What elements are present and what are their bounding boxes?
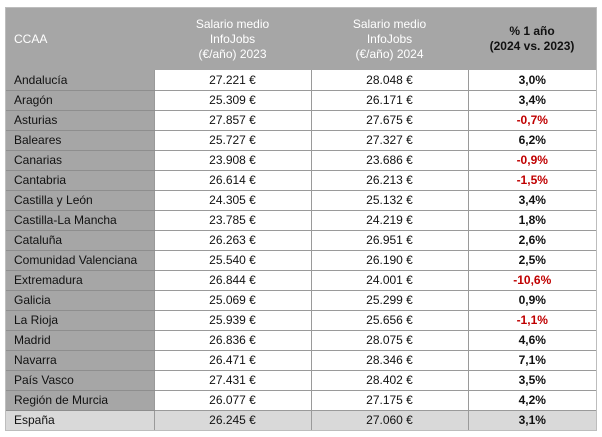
region-cell: Madrid <box>6 330 154 350</box>
total-row <box>6 410 596 430</box>
change-cell: 3,4% <box>468 90 596 110</box>
salary-2023-cell: 23.908 € <box>154 150 311 170</box>
table-row <box>6 190 596 210</box>
salary-2023-cell: 26.077 € <box>154 390 311 410</box>
region-cell: Asturias <box>6 110 154 130</box>
region-cell: Extremadura <box>6 270 154 290</box>
header-row <box>6 8 596 70</box>
salary-2024-cell: 26.213 € <box>311 170 468 190</box>
table-row <box>6 70 596 90</box>
table-row <box>6 330 596 350</box>
salary-2024-cell: 28.402 € <box>311 370 468 390</box>
header-region: CCAA <box>6 8 154 70</box>
change-cell: 6,2% <box>468 130 596 150</box>
salary-2024-cell: 27.175 € <box>311 390 468 410</box>
table-row <box>6 350 596 370</box>
header-change: % 1 año (2024 vs. 2023) <box>468 8 596 70</box>
salary-2024-cell: 24.001 € <box>311 270 468 290</box>
salary-2023-cell: 26.614 € <box>154 170 311 190</box>
region-cell: Comunidad Valenciana <box>6 250 154 270</box>
region-cell: Navarra <box>6 350 154 370</box>
region-cell: La Rioja <box>6 310 154 330</box>
change-cell: 2,6% <box>468 230 596 250</box>
salary-2023-cell: 26.263 € <box>154 230 311 250</box>
salary-2023-cell: 26.471 € <box>154 350 311 370</box>
salary-2024-cell: 27.327 € <box>311 130 468 150</box>
table-row <box>6 90 596 110</box>
salary-2023-cell: 27.221 € <box>154 70 311 90</box>
table-row <box>6 150 596 170</box>
salary-2024-cell: 25.656 € <box>311 310 468 330</box>
table-row <box>6 250 596 270</box>
salary-table-frame <box>5 7 597 431</box>
table-row <box>6 230 596 250</box>
total-salary-2024-cell: 27.060 € <box>311 410 468 430</box>
region-cell: Región de Murcia <box>6 390 154 410</box>
change-cell: -1,5% <box>468 170 596 190</box>
change-cell: -0,7% <box>468 110 596 130</box>
region-cell: Cataluña <box>6 230 154 250</box>
salary-2024-cell: 27.675 € <box>311 110 468 130</box>
salary-2023-cell: 25.939 € <box>154 310 311 330</box>
table-row <box>6 390 596 410</box>
table-row <box>6 110 596 130</box>
region-cell: Canarias <box>6 150 154 170</box>
change-cell: -10,6% <box>468 270 596 290</box>
region-cell: País Vasco <box>6 370 154 390</box>
salary-2024-cell: 25.299 € <box>311 290 468 310</box>
change-cell: 4,6% <box>468 330 596 350</box>
salary-2023-cell: 25.069 € <box>154 290 311 310</box>
region-cell: Baleares <box>6 130 154 150</box>
table-row <box>6 310 596 330</box>
header-salary-2023: Salario medio InfoJobs (€/año) 2023 <box>154 8 311 70</box>
region-cell: Cantabria <box>6 170 154 190</box>
salary-2023-cell: 26.844 € <box>154 270 311 290</box>
change-cell: 7,1% <box>468 350 596 370</box>
table-row <box>6 270 596 290</box>
change-cell: -0,9% <box>468 150 596 170</box>
salary-2023-cell: 25.309 € <box>154 90 311 110</box>
salary-2023-cell: 24.305 € <box>154 190 311 210</box>
region-cell: Castilla-La Mancha <box>6 210 154 230</box>
table-row <box>6 370 596 390</box>
salary-2024-cell: 28.048 € <box>311 70 468 90</box>
table-row <box>6 290 596 310</box>
salary-2024-cell: 26.190 € <box>311 250 468 270</box>
salary-2024-cell: 23.686 € <box>311 150 468 170</box>
table-row <box>6 170 596 190</box>
region-cell: Aragón <box>6 90 154 110</box>
table-row <box>6 130 596 150</box>
salary-2024-cell: 24.219 € <box>311 210 468 230</box>
salary-2023-cell: 26.836 € <box>154 330 311 350</box>
total-region-cell: España <box>6 410 154 430</box>
salary-2024-cell: 28.346 € <box>311 350 468 370</box>
salary-2023-cell: 25.727 € <box>154 130 311 150</box>
change-cell: 3,5% <box>468 370 596 390</box>
change-cell: 3,0% <box>468 70 596 90</box>
salary-table <box>6 8 596 431</box>
salary-2024-cell: 28.075 € <box>311 330 468 350</box>
salary-2023-cell: 27.857 € <box>154 110 311 130</box>
change-cell: -1,1% <box>468 310 596 330</box>
salary-2024-cell: 25.132 € <box>311 190 468 210</box>
salary-2023-cell: 27.431 € <box>154 370 311 390</box>
region-cell: Andalucía <box>6 70 154 90</box>
salary-2024-cell: 26.171 € <box>311 90 468 110</box>
change-cell: 3,4% <box>468 190 596 210</box>
salary-2023-cell: 23.785 € <box>154 210 311 230</box>
region-cell: Galicia <box>6 290 154 310</box>
change-cell: 0,9% <box>468 290 596 310</box>
change-cell: 4,2% <box>468 390 596 410</box>
region-cell: Castilla y León <box>6 190 154 210</box>
total-change-cell: 3,1% <box>468 410 596 430</box>
change-cell: 1,8% <box>468 210 596 230</box>
change-cell: 2,5% <box>468 250 596 270</box>
total-salary-2023-cell: 26.245 € <box>154 410 311 430</box>
salary-2024-cell: 26.951 € <box>311 230 468 250</box>
table-row <box>6 210 596 230</box>
header-salary-2024: Salario medio InfoJobs (€/año) 2024 <box>311 8 468 70</box>
salary-2023-cell: 25.540 € <box>154 250 311 270</box>
